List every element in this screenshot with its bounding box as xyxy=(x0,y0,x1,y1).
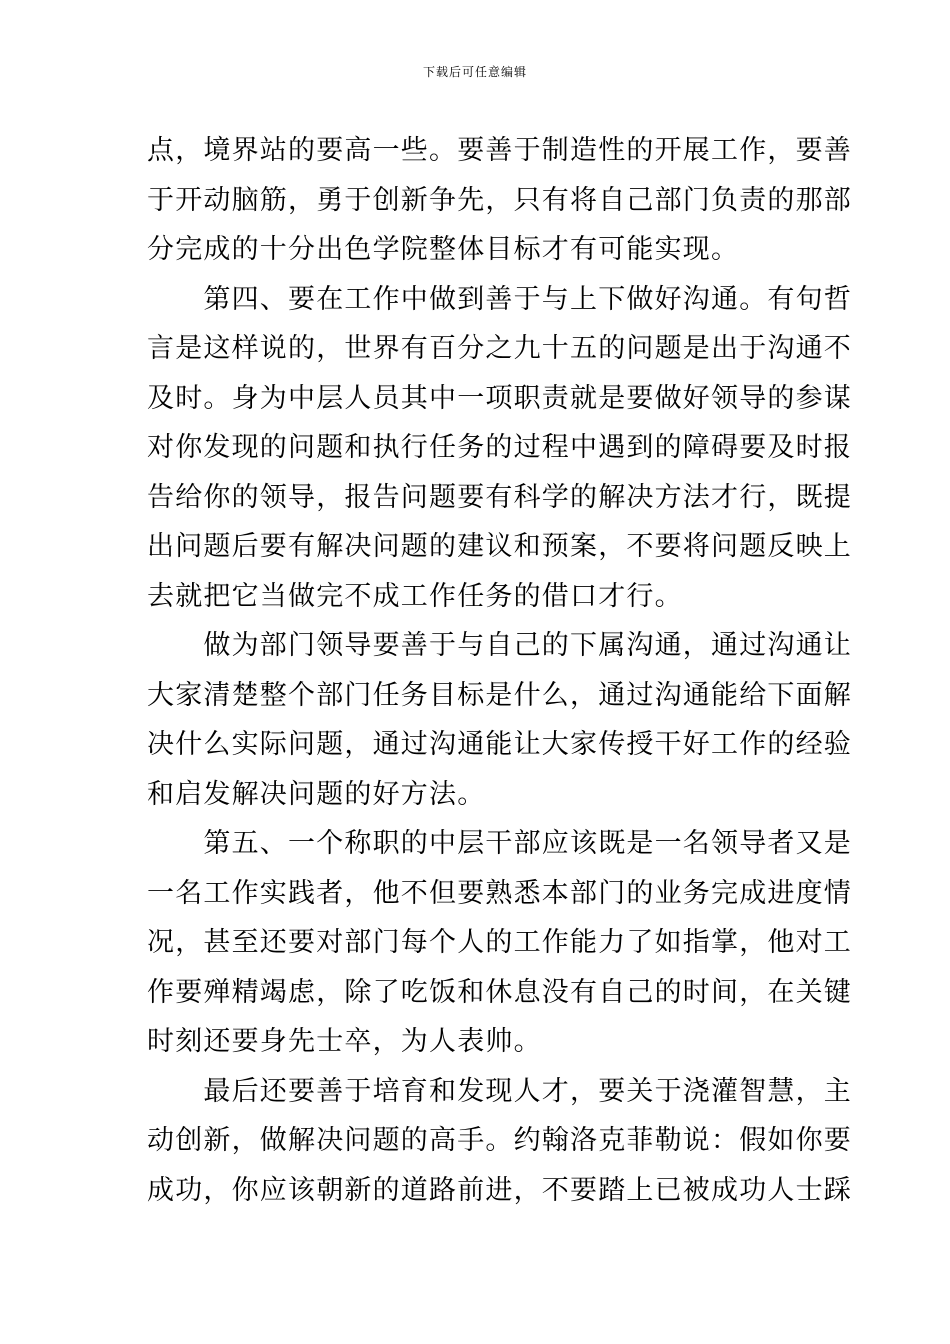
text-line: 对你发现的问题和执行任务的过程中遇到的障碍要及时报 xyxy=(147,432,852,463)
text-line: 成功，你应该朝新的道路前进，不要踏上已被成功人士踩 xyxy=(147,1174,852,1206)
text-line: 况，甚至还要对部门每个人的工作能力了如指掌，他对工 xyxy=(147,927,852,958)
text-line: 点，境界站的要高一些。要善于制造性的开展工作，要善 xyxy=(147,135,852,166)
text-line: 决什么实际问题，通过沟通能让大家传授干好工作的经验 xyxy=(147,729,852,760)
text-line: 最后还要善于培育和发现人才，要关于浇灌智慧，主 xyxy=(147,1075,852,1107)
text-line: 动创新，做解决问题的高手。约翰洛克菲勒说：假如你要 xyxy=(147,1125,852,1156)
page-header: 下载后可任意编辑 xyxy=(422,65,527,79)
text-line: 做为部门领导要善于与自己的下属沟通，通过沟通让 xyxy=(147,630,852,661)
text-line: 第四、要在工作中做到善于与上下做好沟通。有句哲 xyxy=(147,283,852,315)
text-line: 分完成的十分出色学院整体目标才有可能实现。 xyxy=(147,234,740,265)
text-line: 言是这样说的，世界有百分之九十五的问题是出于沟通不 xyxy=(147,333,852,364)
text-line: 出问题后要有解决问题的建议和预案，不要将问题反映上 xyxy=(147,531,852,562)
text-line: 第五、一个称职的中层干部应该既是一名领导者又是 xyxy=(147,828,852,859)
text-line: 告给你的领导，报告问题要有科学的解决方法才行，既提 xyxy=(147,481,852,513)
text-line: 大家清楚整个部门任务目标是什么，通过沟通能给下面解 xyxy=(147,679,852,711)
text-line: 时刻还要身先士卒，为人表帅。 xyxy=(147,1026,542,1057)
text-line: 和启发解决问题的好方法。 xyxy=(147,778,486,810)
text-line: 一名工作实践者，他不但要熟悉本部门的业务完成进度情 xyxy=(147,877,852,909)
text-line: 去就把它当做完不成工作任务的借口才行。 xyxy=(147,580,683,612)
text-line: 及时。身为中层人员其中一项职责就是要做好领导的参谋 xyxy=(147,382,852,414)
text-line: 作要殚精竭虑，除了吃饭和休息没有自己的时间，在关键 xyxy=(147,976,852,1008)
body-text xyxy=(147,126,852,1215)
text-line: 于开动脑筋，勇于创新争先，只有将自己部门负责的那部 xyxy=(147,184,852,216)
